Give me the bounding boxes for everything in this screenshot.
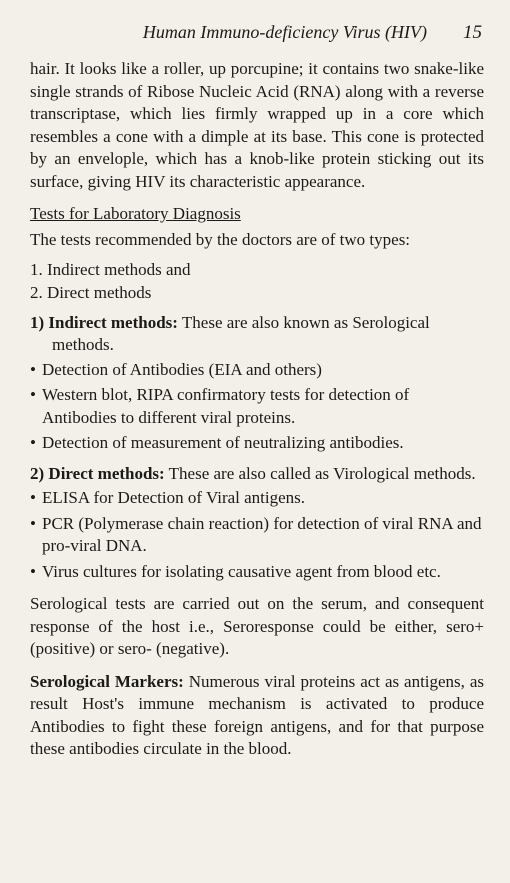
section-heading: Tests for Laboratory Diagnosis: [30, 204, 241, 223]
running-head: [30, 22, 484, 44]
direct-methods-heading: [30, 463, 484, 486]
direct-methods-text: These are also called as Virological methods.: [168, 463, 476, 483]
list-item: • Western blot, RIPA confirmatory tests for detection of Antibodies to different viral proteins.: [30, 384, 484, 429]
list-item: 2. Direct methods: [30, 282, 152, 302]
running-head-title: Human Immuno-deficiency Virus (HIV): [142, 22, 427, 42]
test-types-list: [30, 258, 484, 304]
serological-markers-label: Serological Markers:: [30, 671, 184, 691]
intro-paragraph: hair. It looks like a roller, up porcupine; it contains two snake-like single strands of Ribose Nucleic Acid (RNA) along with a reverse transcriptase, which lies firmly wrapped up in a core which resembles a cone with a dimple at its base. This cone is protected by an envelople, which has a knob-like protein sticking out its surface, giving HIV its characteristic appearance.: [30, 59, 484, 191]
list-item: • Virus cultures for isolating causative agent from blood etc.: [30, 561, 484, 584]
indirect-methods-list: [30, 359, 484, 455]
direct-methods-label: 2) Direct methods:: [30, 463, 165, 483]
serological-markers-paragraph: [30, 671, 484, 761]
indirect-methods-label: 1) Indirect methods:: [30, 312, 178, 332]
indirect-methods-heading: [30, 312, 484, 357]
serological-markers-text: Numerous viral proteins act as antigens, as result Host's immune mechanism is activated to produce Antibodies to fight these foreign antigens, and for that purpose these antibodies circulate in the blood.: [30, 671, 484, 758]
indirect-methods-text: These are also known as Serological methods.: [52, 312, 430, 354]
section-lead: The tests recommended by the doctors are of two types:: [30, 230, 411, 249]
page-number: 15: [463, 22, 482, 43]
serological-paragraph: Serological tests are carried out on the serum, and consequent response of the host i.e., Seroresponse could be either, sero+ (positive) or sero- (negative).: [30, 594, 484, 658]
list-item: • PCR (Polymerase chain reaction) for detection of viral RNA and pro-viral DNA.: [30, 513, 484, 558]
list-item: • Detection of Antibodies (EIA and others): [30, 359, 484, 382]
list-item: 1. Indirect methods and: [30, 259, 191, 279]
list-item: • ELISA for Detection of Viral antigens.: [30, 487, 484, 510]
list-item: • Detection of measurement of neutralizing antibodies.: [30, 432, 484, 455]
direct-methods-list: [30, 487, 484, 583]
